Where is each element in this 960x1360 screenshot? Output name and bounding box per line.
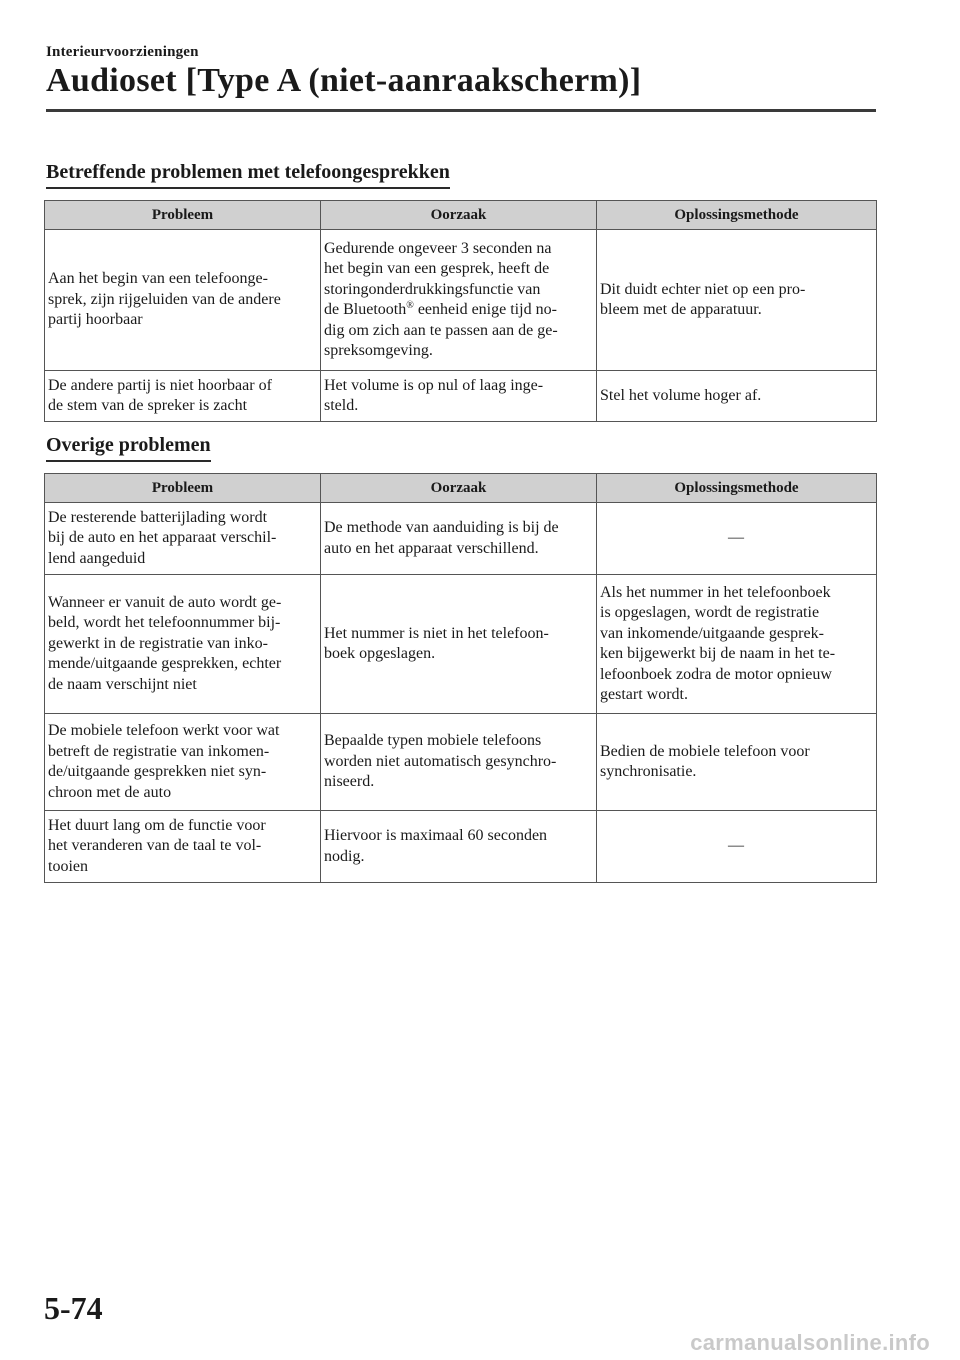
text-line: chroon met de auto xyxy=(48,783,172,801)
phone-call-problems-table xyxy=(44,200,877,422)
text-line: lend aangeduid xyxy=(48,549,146,567)
text-line: mende/uitgaande gesprekken, echter xyxy=(48,655,282,673)
title-divider xyxy=(46,109,876,112)
text-line: betreft de registratie van inkomen- xyxy=(48,742,270,760)
column-header-problem: Probleem xyxy=(45,474,321,503)
cause-cell xyxy=(321,503,597,575)
solution-cell xyxy=(597,371,877,422)
page-title: Audioset [Type A (niet-aanraakscherm)] xyxy=(46,62,642,99)
text-line: De andere partij is niet hoorbaar of xyxy=(48,376,272,394)
solution-cell xyxy=(597,230,877,371)
column-header-solution: Oplossingsmethode xyxy=(597,201,877,230)
text-line: worden niet automatisch gesynchro- xyxy=(324,752,557,770)
text-line: Bepaalde typen mobiele telefoons xyxy=(324,732,542,750)
other-problems-table xyxy=(44,473,877,883)
problem-cell xyxy=(45,811,321,883)
text-line: Stel het volume hoger af. xyxy=(600,386,762,404)
cause-cell xyxy=(321,230,597,371)
text-line: de naam verschijnt niet xyxy=(48,675,197,693)
text-line: de/uitgaande gesprekken niet syn- xyxy=(48,763,267,780)
text-line xyxy=(324,300,592,321)
text-line: het veranderen van de taal te vol- xyxy=(48,837,262,855)
text-line: auto en het apparaat verschillend. xyxy=(324,539,539,557)
chapter-label: Interieurvoorzieningen xyxy=(46,44,199,60)
table-row xyxy=(45,714,877,811)
solution-cell xyxy=(597,811,877,883)
problem-cell xyxy=(45,714,321,811)
text-line: bleem met de apparatuur. xyxy=(600,301,762,318)
table-header-row xyxy=(45,474,877,503)
text-line: Hiervoor is maximaal 60 seconden xyxy=(324,827,548,844)
solution-cell xyxy=(597,575,877,714)
column-header-cause: Oorzaak xyxy=(321,201,597,230)
problem-cell xyxy=(45,230,321,371)
text-line: Dit duidt echter niet op een pro- xyxy=(600,280,806,298)
section-title-other-problems: Overige problemen xyxy=(46,434,211,462)
cause-cell xyxy=(321,371,597,422)
text-line: steld. xyxy=(324,397,359,414)
problem-cell xyxy=(45,575,321,714)
table-row xyxy=(45,230,877,371)
text-line: lefoonboek zodra de motor opnieuw xyxy=(600,665,832,683)
text-line: De methode van aanduiding is bij de xyxy=(324,519,559,536)
text-line: van inkomende/uitgaande gesprek- xyxy=(600,624,824,642)
cause-cell xyxy=(321,575,597,714)
text-line: beld, wordt het telefoonnummer bij- xyxy=(48,614,281,632)
text-line: Aan het begin van een telefoonge- xyxy=(48,270,268,288)
registered-mark: ® xyxy=(406,300,414,311)
text-line: gestart wordt. xyxy=(600,686,688,703)
text-fragment: de Bluetooth xyxy=(324,301,407,318)
problem-cell xyxy=(45,503,321,575)
text-line: Wanneer er vanuit de auto wordt ge- xyxy=(48,593,282,611)
text-line: De mobiele telefoon werkt voor wat xyxy=(48,722,280,739)
text-line: gewerkt in de registratie van inko- xyxy=(48,634,268,652)
column-header-solution: Oplossingsmethode xyxy=(597,474,877,503)
text-line: bij de auto en het apparaat verschil- xyxy=(48,529,277,547)
text-line: Bedien de mobiele telefoon voor xyxy=(600,742,810,760)
table-row xyxy=(45,811,877,883)
cause-cell xyxy=(321,811,597,883)
solution-cell xyxy=(597,714,877,811)
text-line: Als het nummer in het telefoonboek xyxy=(600,583,831,601)
text-line: ken bijgewerkt bij de naam in het te- xyxy=(600,645,836,662)
table-row xyxy=(45,371,877,422)
table-row xyxy=(45,575,877,714)
text-line: spreksomgeving. xyxy=(324,342,433,359)
watermark: carmanualsonline.info xyxy=(690,1330,930,1355)
text-line: Gedurende ongeveer 3 seconden na xyxy=(324,239,552,257)
table-header-row xyxy=(45,201,877,230)
column-header-cause: Oorzaak xyxy=(321,474,597,503)
text-line: dig om zich aan te passen aan de ge- xyxy=(324,321,558,339)
text-line: partij hoorbaar xyxy=(48,311,143,329)
text-line: is opgeslagen, wordt de registratie xyxy=(600,604,820,621)
dash-mark: — xyxy=(728,837,744,855)
text-line: niseerd. xyxy=(324,773,375,791)
text-line: Het duurt lang om de functie voor xyxy=(48,816,266,834)
text-line: het begin van een gesprek, heeft de xyxy=(324,260,550,277)
table-row xyxy=(45,503,877,575)
text-line: nodig. xyxy=(324,847,365,865)
solution-cell xyxy=(597,503,877,575)
text-fragment: eenheid enige tijd no- xyxy=(413,301,557,318)
text-line: tooien xyxy=(48,857,88,875)
text-line: synchronisatie. xyxy=(600,763,697,780)
section-title-phone-calls: Betreffende problemen met telefoongesprekken xyxy=(46,161,450,189)
dash-mark: — xyxy=(728,529,744,547)
text-line: boek opgeslagen. xyxy=(324,645,436,662)
page-number: 5-74 xyxy=(44,1290,103,1326)
problem-cell xyxy=(45,371,321,422)
column-header-problem: Probleem xyxy=(45,201,321,230)
text-line: sprek, zijn rijgeluiden van de andere xyxy=(48,290,281,308)
text-line: Het volume is op nul of laag inge- xyxy=(324,376,544,394)
cause-cell xyxy=(321,714,597,811)
text-line: De resterende batterijlading wordt xyxy=(48,508,268,526)
text-line: de stem van de spreker is zacht xyxy=(48,397,248,414)
text-line: Het nummer is niet in het telefoon- xyxy=(324,624,549,642)
text-line: storingonderdrukkingsfunctie van xyxy=(324,280,541,298)
